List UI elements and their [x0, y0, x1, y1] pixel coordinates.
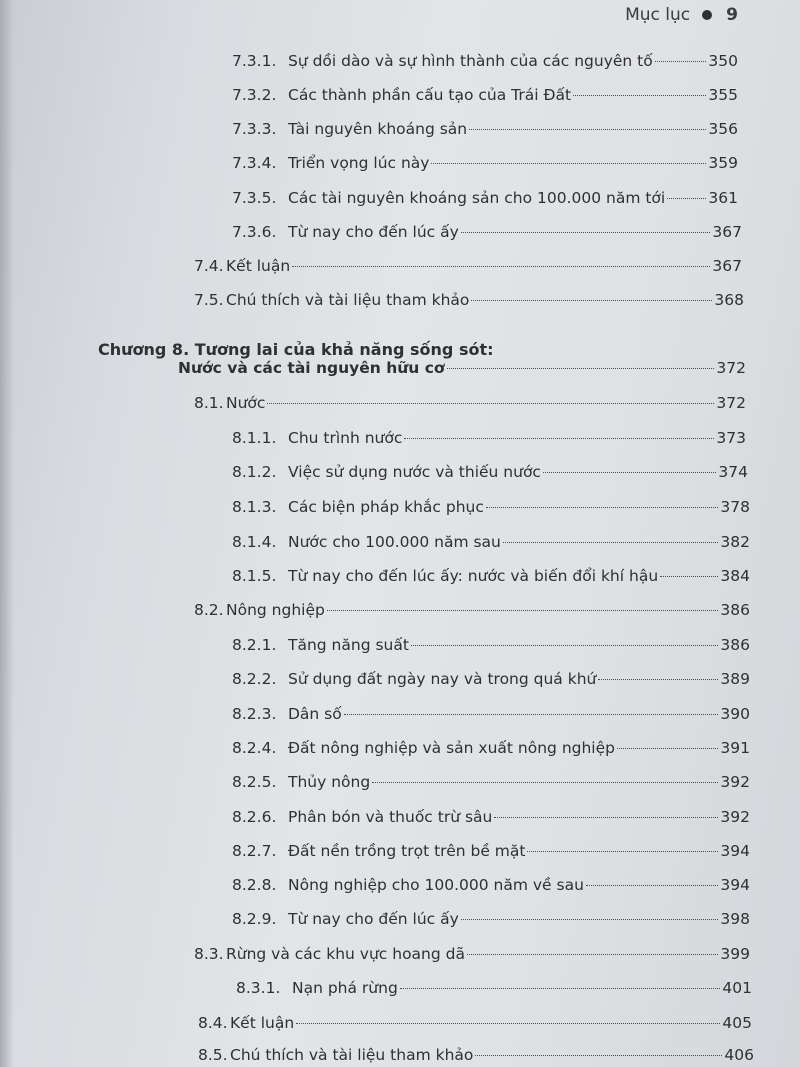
entry-page: 368 — [714, 291, 744, 309]
entry-number: 8.1.3. — [232, 498, 277, 516]
entry-title: Nông nghiệp — [226, 601, 325, 619]
entry-number: 8.3.1. — [236, 979, 281, 997]
entry-page: 374 — [718, 463, 748, 481]
entry-page: 389 — [720, 670, 750, 688]
toc-entry-7-3-6 — [232, 223, 742, 241]
entry-number: 8.2.4. — [232, 739, 277, 757]
toc-entry-8-2 — [194, 601, 750, 619]
entry-page: 398 — [720, 910, 750, 928]
entry-title: Từ nay cho đến lúc ấy: nước và biến đổi khí hậu — [288, 567, 659, 585]
entry-title: Rừng và các khu vực hoang dã — [226, 945, 465, 963]
entry-number: 8.1.1. — [232, 429, 277, 447]
entry-page: 392 — [720, 808, 750, 826]
entry-number: 8.2.1. — [232, 636, 277, 654]
entry-page: 392 — [720, 773, 750, 791]
entry-title: Tăng năng suất — [288, 636, 409, 654]
entry-page: 372 — [716, 359, 746, 377]
entry-number: 8.1. — [194, 394, 224, 412]
entry-title: Chu trình nước — [288, 429, 403, 447]
toc-entry-7-3-3 — [232, 120, 738, 138]
entry-page: 372 — [716, 394, 746, 412]
toc-entry-8-2-7 — [232, 842, 750, 860]
dot-leader — [400, 988, 721, 989]
dot-leader — [494, 817, 718, 818]
dot-leader — [344, 714, 719, 715]
entry-title: Chú thích và tài liệu tham khảo — [226, 291, 470, 309]
dot-leader — [543, 472, 716, 473]
entry-title: Các tài nguyên khoáng sản cho 100.000 năm tới — [288, 189, 666, 207]
toc-entry-8-2-2 — [232, 670, 750, 688]
entry-page: 367 — [712, 223, 742, 241]
toc-entry-7-4 — [194, 257, 742, 275]
dot-leader — [573, 95, 706, 96]
dot-leader — [461, 232, 711, 233]
entry-number: 8.1.5. — [232, 567, 277, 585]
entry-title: Đất nền trồng trọt trên bề mặt — [288, 842, 526, 860]
entry-page: 405 — [722, 1014, 752, 1032]
entry-title: Các biện pháp khắc phục — [288, 498, 484, 516]
entry-number: 7.3.5. — [232, 189, 277, 207]
entry-title: Sử dụng đất ngày nay và trong quá khứ — [288, 670, 597, 688]
dot-leader — [471, 300, 712, 301]
toc-entry-8-2-5 — [232, 773, 750, 791]
entry-title: Chú thích và tài liệu tham khảo — [230, 1046, 474, 1064]
entry-number: 8.3. — [194, 945, 224, 963]
entry-title: Thủy nông — [288, 773, 371, 791]
toc-entry-8-2-6 — [232, 808, 750, 826]
entry-number: 7.5. — [194, 291, 224, 309]
dot-leader — [431, 163, 706, 164]
entry-title: Nông nghiệp cho 100.000 năm về sau — [288, 876, 584, 894]
entry-number: 8.2.7. — [232, 842, 277, 860]
entry-page: 361 — [708, 189, 738, 207]
toc-entry-8-2-3 — [232, 705, 750, 723]
entry-page: 406 — [724, 1046, 754, 1064]
entry-number: 7.3.6. — [232, 223, 277, 241]
entry-page: 386 — [720, 636, 750, 654]
toc-entry-8-3-1 — [236, 979, 752, 997]
entry-page: 384 — [720, 567, 750, 585]
dot-leader — [586, 885, 718, 886]
entry-number: 7.3.3. — [232, 120, 277, 138]
dot-leader — [469, 129, 706, 130]
chapter-heading — [98, 340, 494, 359]
entry-page: 378 — [720, 498, 750, 516]
entry-number: 8.2.6. — [232, 808, 277, 826]
toc-entry-7-5 — [194, 291, 744, 309]
toc-entry-8-2-4 — [232, 739, 750, 757]
entry-page: 386 — [720, 601, 750, 619]
book-gutter-shadow — [0, 0, 14, 1067]
entry-title: Từ nay cho đến lúc ấy — [288, 223, 459, 241]
entry-page: 394 — [720, 842, 750, 860]
entry-title: Kết luận — [230, 1014, 295, 1032]
section-title: Mục lục — [625, 5, 691, 25]
entry-page: 350 — [708, 52, 738, 70]
page-number: 9 — [726, 5, 738, 25]
entry-number: 8.2.9. — [232, 910, 277, 928]
toc-entry-8-5 — [198, 1046, 754, 1064]
entry-title: Triển vọng lúc này — [288, 154, 430, 172]
entry-page: 382 — [720, 533, 750, 551]
toc-entry-8-4 — [198, 1014, 752, 1032]
chapter-title-line2: Nước và các tài nguyên hữu cơ — [178, 359, 445, 377]
entry-page: 394 — [720, 876, 750, 894]
entry-page: 390 — [720, 705, 750, 723]
toc-entry-chapter-8 — [178, 359, 746, 377]
entry-page: 373 — [716, 429, 746, 447]
entry-title: Nạn phá rừng — [292, 979, 398, 997]
entry-title: Các thành phần cấu tạo của Trái Đất — [288, 86, 572, 104]
toc-entry-7-3-5 — [232, 189, 738, 207]
entry-page: 355 — [708, 86, 738, 104]
entry-title: Từ nay cho đến lúc ấy — [288, 910, 459, 928]
entry-number: 7.3.1. — [232, 52, 277, 70]
dot-leader — [467, 954, 718, 955]
entry-number: 8.4. — [198, 1014, 228, 1032]
entry-number: 8.5. — [198, 1046, 228, 1064]
entry-number: 7.3.4. — [232, 154, 277, 172]
dot-leader — [404, 438, 714, 439]
dot-leader — [527, 851, 718, 852]
toc-entry-8-2-1 — [232, 636, 750, 654]
dot-leader — [660, 576, 718, 577]
entry-title: Việc sử dụng nước và thiếu nước — [288, 463, 541, 481]
page-header — [625, 5, 738, 25]
dot-leader — [667, 198, 706, 199]
dot-leader — [617, 748, 718, 749]
entry-title: Tài nguyên khoáng sản — [288, 120, 468, 138]
entry-page: 401 — [722, 979, 752, 997]
entry-page: 367 — [712, 257, 742, 275]
toc-entry-8-3 — [194, 945, 750, 963]
dot-leader — [461, 919, 719, 920]
entry-title: Nước cho 100.000 năm sau — [288, 533, 501, 551]
entry-title: Sự dồi dào và sự hình thành của các nguyên tố — [288, 52, 653, 70]
toc-entry-8-2-9 — [232, 910, 750, 928]
dot-leader — [655, 61, 707, 62]
dot-leader — [486, 507, 719, 508]
toc-entry-8-1-2 — [232, 463, 748, 481]
dot-leader — [327, 610, 719, 611]
toc-entry-8-2-8 — [232, 876, 750, 894]
entry-number: 8.2.3. — [232, 705, 277, 723]
dot-leader — [411, 645, 718, 646]
dot-leader — [475, 1055, 722, 1056]
dot-leader — [372, 782, 718, 783]
dot-leader — [598, 679, 718, 680]
toc-entry-7-3-2 — [232, 86, 738, 104]
entry-title: Đất nông nghiệp và sản xuất nông nghiệp — [288, 739, 615, 757]
entry-page: 359 — [708, 154, 738, 172]
toc-entry-8-1-3 — [232, 498, 750, 516]
dot-leader — [503, 542, 719, 543]
bullet-dot-icon — [702, 10, 712, 20]
toc-entry-8-1-5 — [232, 567, 750, 585]
entry-number: 8.2.5. — [232, 773, 277, 791]
dot-leader — [292, 266, 710, 267]
entry-page: 391 — [720, 739, 750, 757]
toc-entry-8-1 — [194, 394, 746, 412]
toc-entry-7-3-4 — [232, 154, 738, 172]
entry-number: 8.2. — [194, 601, 224, 619]
entry-title: Kết luận — [226, 257, 291, 275]
entry-number: 8.2.8. — [232, 876, 277, 894]
entry-number: 7.3.2. — [232, 86, 277, 104]
entry-title: Phân bón và thuốc trừ sâu — [288, 808, 493, 826]
chapter-label: Chương 8. — [98, 340, 190, 359]
chapter-title-line1: Tương lai của khả năng sống sót: — [194, 340, 494, 359]
entry-number: 8.1.4. — [232, 533, 277, 551]
entry-number: 8.1.2. — [232, 463, 277, 481]
dot-leader — [296, 1023, 720, 1024]
entry-page: 356 — [708, 120, 738, 138]
entry-title: Nước — [226, 394, 266, 412]
entry-page: 399 — [720, 945, 750, 963]
toc-entry-8-1-4 — [232, 533, 750, 551]
entry-title: Dân số — [288, 705, 342, 723]
dot-leader — [447, 368, 715, 369]
toc-entry-8-1-1 — [232, 429, 746, 447]
dot-leader — [267, 403, 714, 404]
entry-number: 8.2.2. — [232, 670, 277, 688]
entry-number: 7.4. — [194, 257, 224, 275]
toc-entry-7-3-1 — [232, 52, 738, 70]
